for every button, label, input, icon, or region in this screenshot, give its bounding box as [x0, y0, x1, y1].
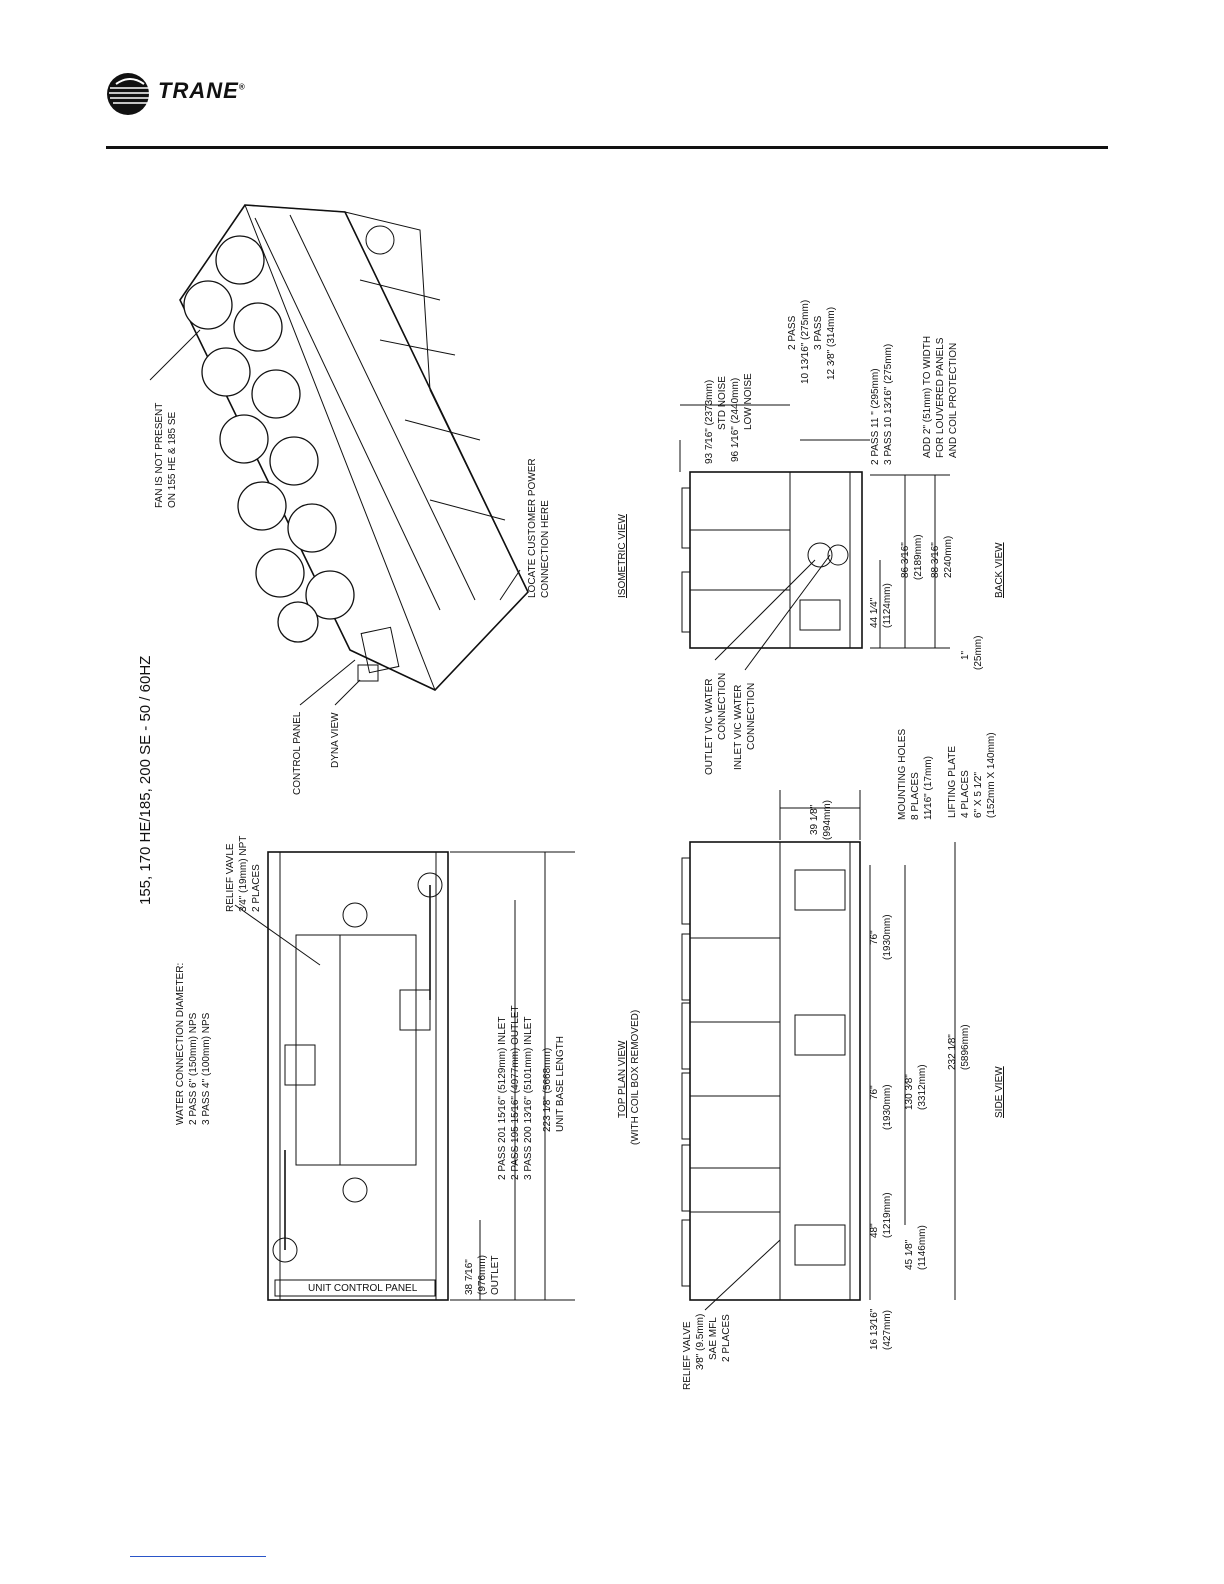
dim-76b-1: 76" [869, 930, 880, 945]
side-view-label: SIDE VIEW [994, 1066, 1005, 1118]
relief-valve-top-3: 2 PLACES [251, 864, 262, 912]
fan [216, 236, 264, 284]
fan [256, 549, 304, 597]
back-view [680, 405, 950, 670]
relief-valve-top-1: RELIEF VAVLE [225, 843, 236, 912]
inlet-conn-1: INLET VIC WATER [733, 684, 744, 770]
dim-48-1: 48" [869, 1223, 880, 1238]
top-plan-view-sub: (WITH COIL BOX REMOVED) [630, 1009, 641, 1145]
dyna-view-label: DYNA VIEW [330, 712, 341, 768]
pass2-2: 10 13⁄16" (275mm) [800, 299, 811, 384]
height-2: STD NOISE [717, 376, 728, 430]
pass2-4: 12 3⁄8" (314mm) [826, 306, 837, 380]
isometric-view-label: ISOMETRIC VIEW [617, 514, 628, 598]
louvered-2: FOR LOUVERED PANELS [935, 337, 946, 458]
power-note-1: LOCATE CUSTOMER POWER [527, 458, 538, 598]
back-view-label: BACK VIEW [994, 542, 1005, 598]
outlet-conn-1: OUTLET VIC WATER [704, 678, 715, 775]
pass-dim-2: 2 PASS 195 15⁄16" (4977mm) OUTLET [510, 1005, 521, 1180]
water-conn-1: WATER CONNECTION DIAMETER: [175, 962, 186, 1125]
fan [202, 348, 250, 396]
drawing-title: 155, 170 HE/185, 200 SE - 50 / 60HZ [137, 655, 154, 905]
dim-44-1: 44 1⁄4" [869, 597, 880, 628]
base-length-1: 223 1⁄8" (5668mm) [542, 1047, 553, 1132]
fan [184, 281, 232, 329]
dim-45-2: (1146mm) [917, 1225, 928, 1270]
dim-45-1: 45 1⁄8" [904, 1239, 915, 1270]
pass-side-2: 3 PASS 10 13⁄16" (275mm) [883, 343, 894, 465]
water-conn-2: 2 PASS 6" (150mm) NPS [188, 1012, 199, 1125]
dim-86-1: 86 3⁄16" [900, 542, 911, 578]
lifting-3: 6" X 5 1⁄2" [973, 771, 984, 818]
dim-130-2: (3312mm) [917, 1064, 928, 1110]
dim-1-1: 1" [960, 650, 971, 660]
outlet-dim-1: 38 7⁄16" [464, 1259, 475, 1295]
dim-44-2: (1124mm) [882, 583, 893, 628]
dim-76a-1: 76" [869, 1085, 880, 1100]
isometric-view [150, 205, 528, 705]
fan [288, 504, 336, 552]
fan [220, 415, 268, 463]
relief-valve-side-3: SAE MFL [708, 1317, 719, 1360]
lifting-1: LIFTING PLATE [947, 745, 958, 818]
mounting-3: 11⁄16" (17mm) [923, 756, 934, 820]
height-1: 93 7⁄16" (2373mm) [704, 379, 715, 464]
relief-valve-side-4: 2 PLACES [721, 1314, 732, 1362]
mounting-1: MOUNTING HOLES [897, 728, 908, 820]
relief-valve-side-1: RELIEF VALVE [682, 1321, 693, 1390]
fan [252, 370, 300, 418]
dim-76a-2: (1930mm) [882, 1084, 893, 1130]
fan-note-2: ON 155 HE & 185 SE [167, 411, 178, 508]
outlet-dim-3: OUTLET [490, 1255, 501, 1295]
dim-1-2: (25mm) [973, 635, 984, 670]
dim-39-2: (994mm) [822, 799, 833, 840]
dim-88-2: 2240mm) [943, 535, 954, 578]
outlet-conn-2: CONNECTION [717, 672, 728, 740]
dim-39-1: 39 1⁄8" [809, 804, 820, 835]
louvered-1: ADD 2" (51mm) TO WIDTH [922, 335, 933, 458]
pass-dim-3: 3 PASS 200 13⁄16" (5101mm) INLET [523, 1016, 534, 1180]
relief-valve-side-2: 3⁄8" (9.5mm) [695, 1313, 706, 1370]
dim-16-2: (427mm) [882, 1309, 893, 1350]
side-view [682, 790, 955, 1310]
fan [234, 303, 282, 351]
top-plan-view-label: TOP PLAN VIEW [617, 1040, 628, 1118]
lifting-2: 4 PLACES [960, 770, 971, 818]
fan [278, 602, 318, 642]
fan-note-1: FAN IS NOT PRESENT [154, 402, 165, 508]
fan [238, 482, 286, 530]
dim-86-2: (2189mm) [913, 534, 924, 580]
control-panel-label: CONTROL PANEL [292, 711, 303, 795]
outlet-dim-2: (976mm) [477, 1254, 488, 1295]
fan-array [184, 236, 354, 642]
power-note-2: CONNECTION HERE [540, 500, 551, 598]
mounting-2: 8 PLACES [910, 772, 921, 820]
base-length-2: UNIT BASE LENGTH [555, 1036, 566, 1132]
inlet-conn-2: CONNECTION [746, 682, 757, 750]
lifting-4: (152mm X 140mm) [986, 732, 997, 818]
unit-control-panel-label: UNIT CONTROL PANEL [308, 1283, 418, 1294]
pass2-3: 3 PASS [813, 315, 824, 350]
dim-16-1: 16 13⁄16" [869, 1308, 880, 1350]
footer-link-underline[interactable] [130, 1556, 266, 1557]
water-conn-3: 3 PASS 4" (100mm) NPS [201, 1012, 212, 1125]
pass2-1: 2 PASS [787, 315, 798, 350]
relief-valve-top-2: 3⁄4" (19mm) NPT [238, 835, 249, 912]
pass-side-1: 2 PASS 11 " (295mm) [870, 368, 881, 465]
brand-name: TRANE® [158, 78, 246, 103]
pass-dim-1: 2 PASS 201 15⁄16" (5129mm) INLET [497, 1016, 508, 1180]
dim-130-1: 130 3⁄8" [904, 1074, 915, 1110]
dim-48-2: (1219mm) [882, 1192, 893, 1238]
fan [270, 437, 318, 485]
dim-76b-2: (1930mm) [882, 914, 893, 960]
dim-88-1: 88 3⁄16" [930, 542, 941, 578]
louvered-3: AND COIL PROTECTION [948, 342, 959, 458]
height-3: 96 1⁄16" (2440mm) [730, 377, 741, 462]
height-4: LOW NOISE [743, 373, 754, 430]
dim-232-2: (5896mm) [960, 1024, 971, 1070]
dim-232-1: 232 1⁄8" [947, 1034, 958, 1070]
